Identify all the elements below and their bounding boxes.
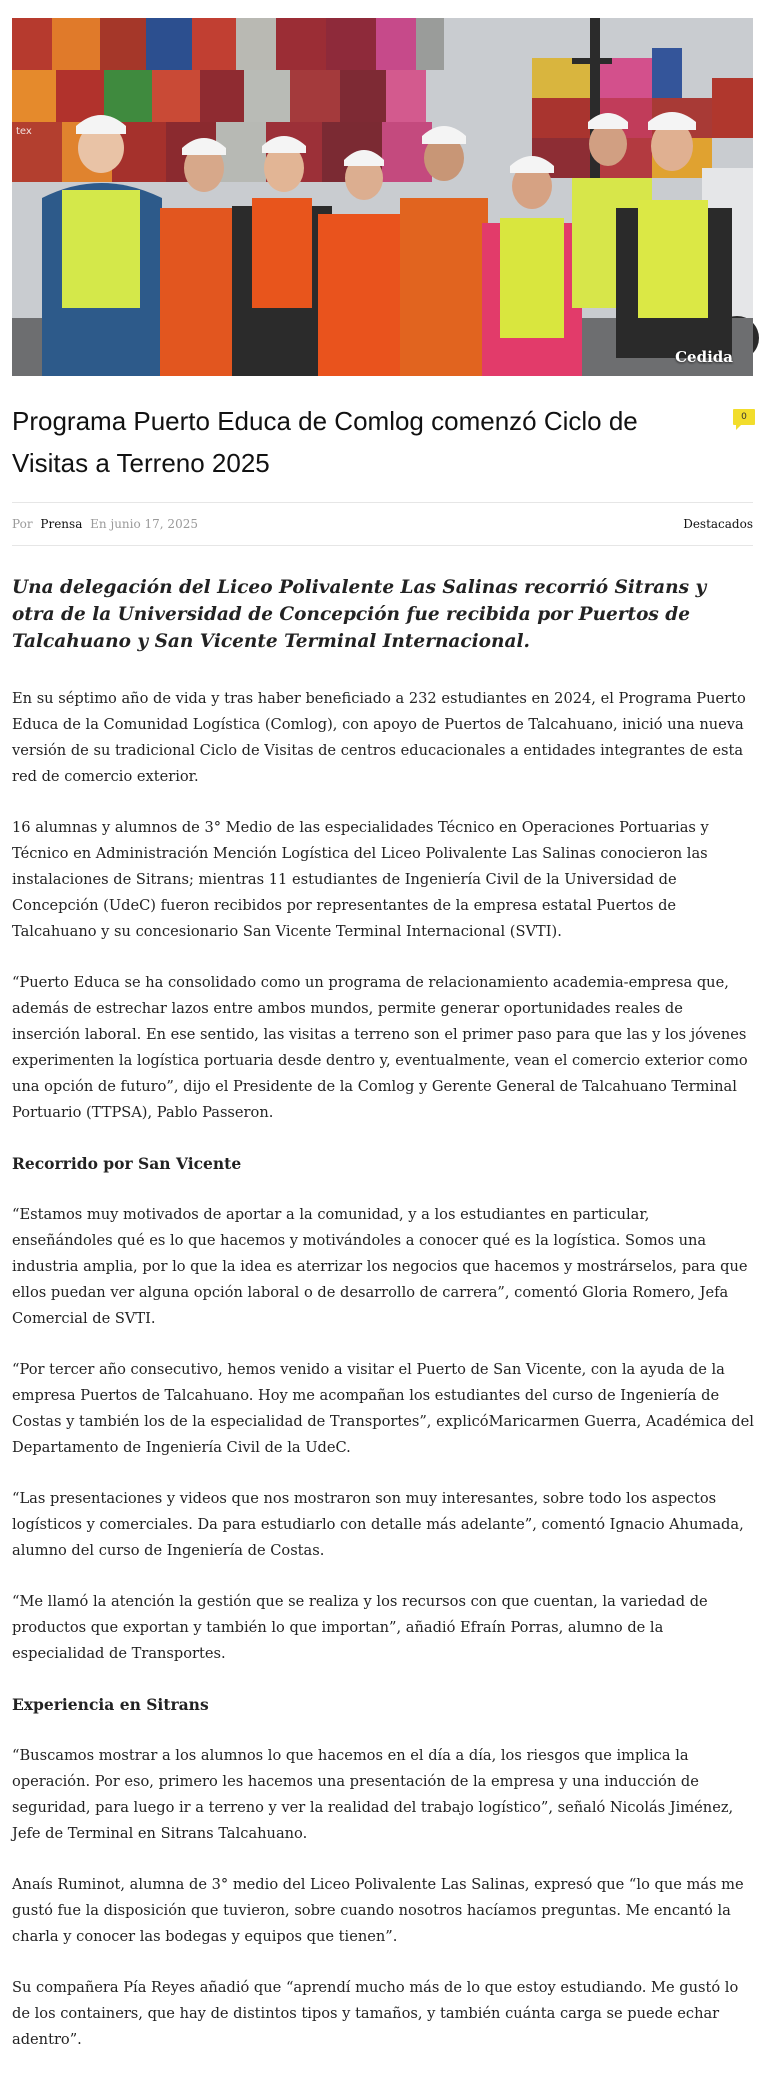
paragraph: “Estamos muy motivados de aportar a la comunidad, y a los estudiantes en particular, enseñándoles qué es lo que hacemos y motivándoles a conocer qué es la logística. Somos una industria amplia, por lo que la idea es aterrizar los negocios que hacemos y mostrárselos, para que ellos puedan ver alguna opción laboral o de desarrollo de carrera”, comentó Gloria Romero, Jefa Comercial de SVTI.: [12, 1206, 748, 1327]
paragraph: Anaís Ruminot, alumna de 3° medio del Liceo Polivalente Las Salinas, expresó que “lo que más me gustó fue la disposición que tuvieron, sobre cuando nosotros hacíamos preguntas. Me encantó la charla y conocer las bodegas y equipos que tienen”.: [12, 1876, 744, 1945]
author-link[interactable]: Prensa: [40, 517, 83, 531]
publish-date: En junio 17, 2025: [90, 517, 198, 531]
paragraph: En su séptimo año de vida y tras haber beneficiado a 232 estudiantes en 2024, el Programa Puerto Educa de la Comunidad Logística (Comlog), con apoyo de Puertos de Talcahuano, inició una nueva versión de su tradicional Ciclo de Visitas de centros educacionales a entidades integrantes de esta red de comercio exterior.: [12, 690, 746, 785]
featured-photo: [12, 18, 753, 376]
paragraph: “Las presentaciones y videos que nos mostraron son muy interesantes, sobre todo los aspectos logísticos y comerciales. Da para estudiarlo con detalle más adelante”, comentó Ignacio Ahumada, alumno del curso de Ingeniería de Costas.: [12, 1490, 744, 1559]
section-heading: Recorrido por San Vicente: [12, 1154, 242, 1173]
paragraph: 16 alumnas y alumnos de 3° Medio de las especialidades Técnico en Operaciones Portuarias y Técnico en Administración Mención Logística del Liceo Polivalente Las Salinas conocieron las instalaciones de Sitrans; mientras 11 estudiantes de Ingeniería Civil de la Universidad de Concepción (UdeC) fueron recibidos por representantes de la empresa estatal Puertos de Talcahuano y su concesionario San Vicente Terminal Internacional (SVTI).: [12, 819, 709, 940]
paragraph: Su compañera Pía Reyes añadió que “aprendí mucho más de lo que estoy estudiando. Me gustó lo de los containers, que hay de distintos tipos y tamaños, y también cuánta carga se puede echar adentro”.: [12, 1979, 739, 2048]
comment-count-badge[interactable]: 0: [733, 409, 755, 425]
article-meta: [12, 502, 753, 546]
paragraph: “Puerto Educa se ha consolidado como un programa de relacionamiento academia-empresa que, además de estrechar lazos entre ambos mundos, permite generar oportunidades reales de inserción laboral. En ese sentido, las visitas a terreno son el primer paso para que las y los jóvenes experimenten la logística portuaria desde dentro y, eventualmente, vean el comercio exterior como una opción de futuro”, dijo el Presidente de la Comlog y Gerente General de Talcahuano Terminal Portuario (TTPSA), Pablo Passeron.: [12, 974, 748, 1121]
paragraph: “Buscamos mostrar a los alumnos lo que hacemos en el día a día, los riesgos que implica la operación. Por eso, primero les hacemos una presentación de la empresa y una inducción de seguridad, para luego ir a terreno y ver la realidad del trabajo logístico”, señaló Nicolás Jiménez, Jefe de Terminal en Sitrans Talcahuano.: [12, 1747, 734, 1842]
article-title: Programa Puerto Educa de Comlog comenzó Ciclo de Visitas a Terreno 2025: [12, 406, 638, 478]
paragraph: “Por tercer año consecutivo, hemos venido a visitar el Puerto de San Vicente, con la ayuda de la empresa Puertos de Talcahuano. Hoy me acompañan los estudiantes del curso de Ingeniería de Costas y también los de la especialidad de Transportes”, explicóMaricarmen Guerra, Académica del Departamento de Ingeniería Civil de la UdeC.: [12, 1361, 754, 1456]
by-label: Por: [12, 517, 33, 531]
paragraph: “Me llamó la atención la gestión que se realiza y los recursos con que cuentan, la variedad de productos que exportan y también lo que importan”, añadió Efraín Porras, alumno de la especialidad de Transportes.: [12, 1593, 708, 1662]
photo-credit: Cedida: [675, 348, 733, 366]
photo-watermark: tex: [16, 126, 32, 137]
group-photo-illustration: [12, 18, 753, 376]
category-link[interactable]: Destacados: [683, 517, 753, 531]
section-heading: Experiencia en Sitrans: [12, 1695, 209, 1714]
article-lead: Una delegación del Liceo Polivalente Las Salinas recorrió Sitrans y otra de la Universidad de Concepción fue recibida por Puertos de Talcahuano y San Vicente Terminal Internacional.: [12, 577, 707, 652]
article-body: [12, 686, 754, 2078]
byline: [12, 517, 202, 531]
